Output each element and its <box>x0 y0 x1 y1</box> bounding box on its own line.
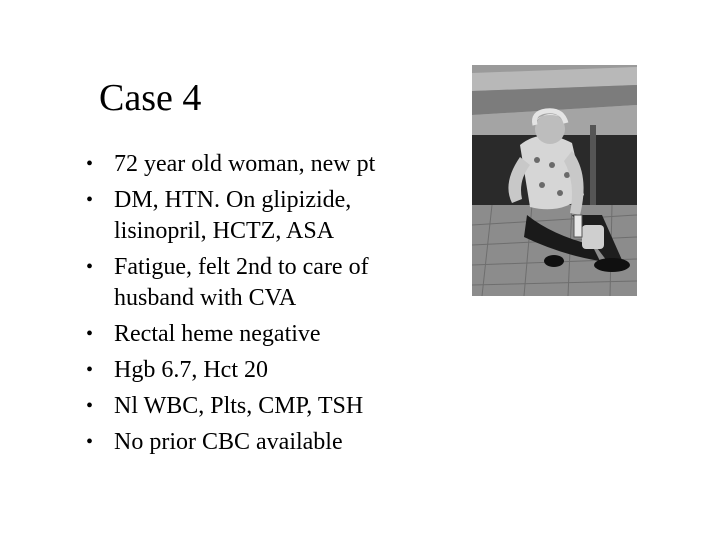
photo-elderly-woman-sitting <box>472 65 637 296</box>
bullet-icon: • <box>86 189 94 211</box>
bullet-icon: • <box>86 153 94 175</box>
photo-icon <box>472 65 637 296</box>
bullet-text: 72 year old woman, new pt <box>114 151 376 177</box>
bullet-item <box>86 185 446 247</box>
bullet-text: Hgb 6.7, Hct 20 <box>114 357 268 383</box>
bullet-item <box>86 319 446 350</box>
bullet-text: Fatigue, felt 2nd to care of husband with CVA <box>114 254 369 311</box>
bullet-icon: • <box>86 359 94 381</box>
bullet-text: Rectal heme negative <box>114 321 321 347</box>
bullet-item <box>86 391 446 422</box>
bullet-item <box>86 149 446 180</box>
bullet-item <box>86 427 446 458</box>
bullet-text: Nl WBC, Plts, CMP, TSH <box>114 393 364 419</box>
bullet-item <box>86 252 446 314</box>
bullet-item <box>86 355 446 386</box>
bullet-text: No prior CBC available <box>114 429 343 455</box>
bullet-icon: • <box>86 256 94 278</box>
bullet-list <box>86 149 446 463</box>
slide-title: Case 4 <box>99 77 202 119</box>
bullet-icon: • <box>86 395 94 417</box>
bullet-text: DM, HTN. On glipizide, lisinopril, HCTZ, ASA <box>114 187 352 244</box>
bullet-icon: • <box>86 431 94 453</box>
bullet-icon: • <box>86 323 94 345</box>
